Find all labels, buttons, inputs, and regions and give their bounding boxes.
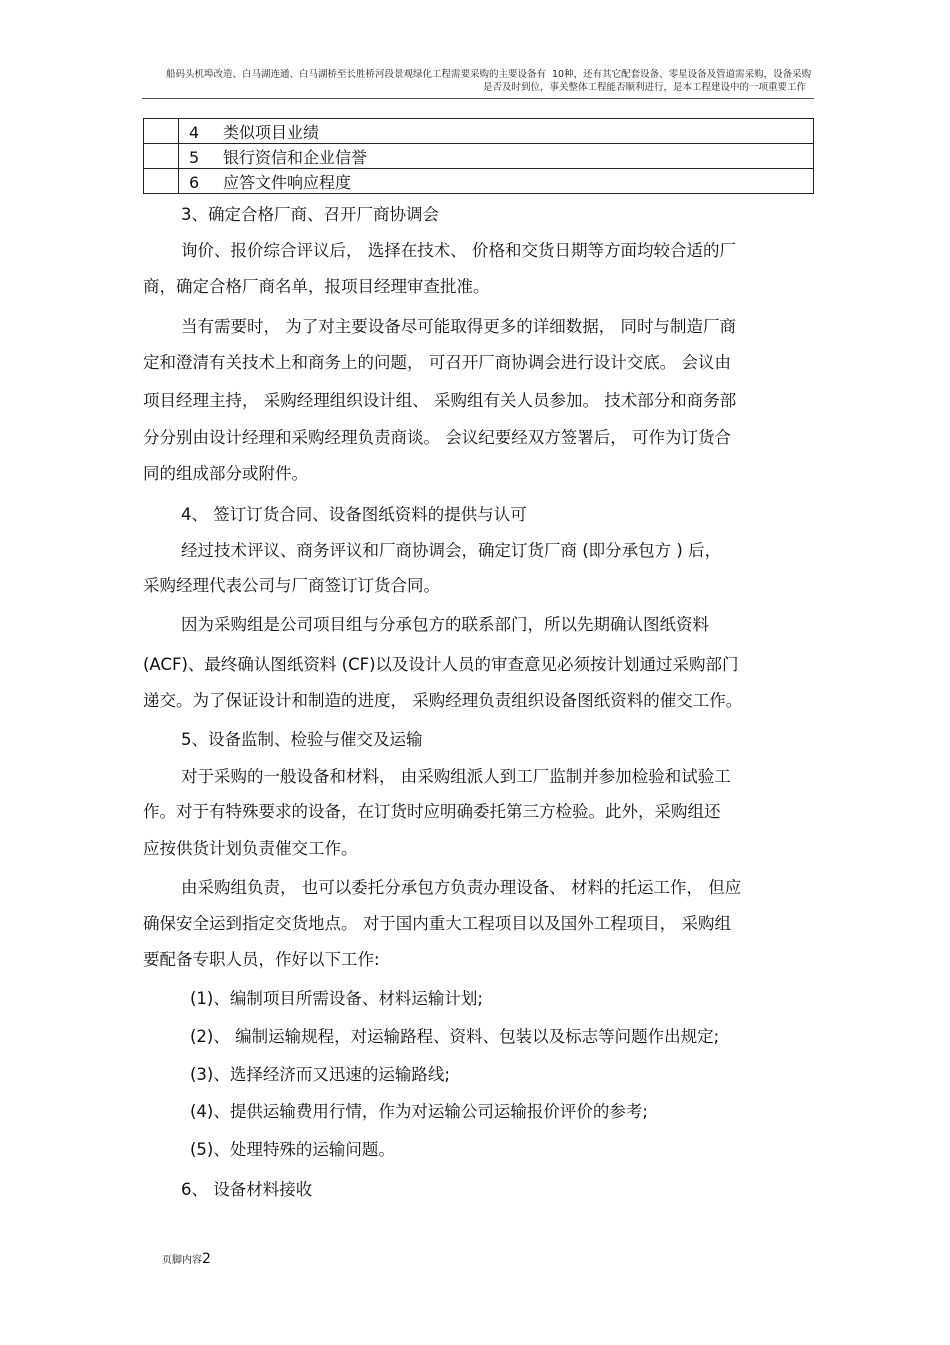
- section-heading-4: 4、 签订订货合同、设备图纸资料的提供与认可: [181, 505, 527, 524]
- header-line-1b: 10种，还有其它配套设备、零星设备及管道需采购，设备采购: [552, 69, 812, 80]
- row-text: 应答文件响应程度: [223, 172, 352, 192]
- list-item: (1)、编制项目所需设备、材料运输计划;: [190, 989, 483, 1008]
- paragraph-line: 递交。为了保证设计和制造的进度， 采购经理负责组织设备图纸资料的催交工作。: [143, 691, 743, 710]
- paragraph-line: 因为采购组是公司项目组与分承包方的联系部门，所以先期确认图纸资料: [181, 615, 709, 634]
- paragraph-line: 同的组成部分或附件。: [143, 464, 308, 483]
- table-row: [144, 144, 814, 169]
- table-cell-empty: [144, 169, 179, 194]
- paragraph-line: 定和澄清有关技术上和商务上的问题， 可召开厂商协调会进行设计交底。 会议由: [143, 353, 731, 372]
- paragraph-line: 商，确定合格厂商名单，报项目经理审查批准。: [143, 277, 490, 296]
- section-heading-6: 6、 设备材料接收: [181, 1180, 313, 1199]
- list-item: (3)、选择经济而又迅速的运输路线;: [190, 1065, 450, 1084]
- section-heading-3: 3、确定合格厂商、召开厂商协调会: [181, 205, 439, 224]
- paragraph-line: 应按供货计划负责催交工作。: [143, 839, 358, 858]
- evaluation-criteria-table: [143, 118, 814, 194]
- row-text: 类似项目业绩: [223, 122, 320, 142]
- paragraph-line: 采购经理代表公司与厂商签订订货合同。: [143, 576, 440, 595]
- row-text: 银行资信和企业信誉: [223, 147, 368, 167]
- header-line-2: 是否及时到位，事关整体工程能否顺利进行，是本工程建设中的一项重要工作: [482, 82, 806, 93]
- footer-label: 页脚内容: [162, 1255, 202, 1266]
- table-row: [144, 169, 814, 194]
- table-row: [144, 119, 814, 144]
- table-cell-empty: [144, 144, 179, 169]
- paragraph-line: 由采购组负责， 也可以委托分承包方负责办理设备、 材料的托运工作， 但应: [181, 878, 742, 897]
- paragraph-line: 项目经理主持， 采购经理组织设计组、 采购组有关人员参加。 技术部分和商务部: [143, 391, 737, 410]
- paragraph-line: 询价、报价综合评议后， 选择在技术、 价格和交货日期等方面均较合适的厂: [181, 241, 736, 260]
- paragraph-line: 当有需要时， 为了对主要设备尽可能取得更多的详细数据， 同时与制造厂商: [181, 317, 736, 336]
- list-item: (4)、提供运输费用行情，作为对运输公司运输报价评价的参考;: [190, 1102, 648, 1121]
- section-heading-5: 5、设备监制、检验与催交及运输: [181, 730, 423, 749]
- page-number: 2: [202, 1251, 211, 1267]
- row-number: 5: [189, 147, 200, 167]
- row-number: 4: [189, 122, 200, 142]
- list-item: (5)、处理特殊的运输问题。: [190, 1140, 395, 1159]
- paragraph-line: 确保安全运到指定交货地点。 对于国内重大工程项目以及国外工程项目， 采购组: [143, 914, 731, 933]
- paragraph-line: 分分别由设计经理和采购经理负责商谈。 会议纪要经双方签署后， 可作为订货合: [143, 428, 731, 447]
- table-cell: [179, 144, 814, 169]
- paragraph-line: 对于采购的一般设备和材料， 由采购组派人到工厂监制并参加检验和试验工: [181, 767, 731, 786]
- table-cell-empty: [144, 119, 179, 144]
- page-header: [142, 66, 814, 99]
- row-number: 6: [189, 172, 200, 192]
- header-line-1a: 船码头机埠改造、白马湖连通、白马湖桥至长胜桥河段景观绿化工程需要采购的主要设备有: [166, 69, 547, 80]
- paragraph-line: (ACF)、最终确认图纸资料 (CF)以及设计人员的审查意见必须按计划通过采购部门: [143, 655, 739, 674]
- paragraph-line: 作。对于有特殊要求的设备，在订货时应明确委托第三方检验。此外，采购组还: [143, 802, 721, 821]
- table-cell: [179, 119, 814, 144]
- paragraph-line: 经过技术评议、商务评议和厂商协调会，确定订货厂商 (即分承包方 ) 后，: [181, 541, 722, 560]
- paragraph-line: 要配备专职人员，作好以下工作:: [143, 950, 380, 969]
- page-footer: [162, 1251, 211, 1267]
- table-cell: [179, 169, 814, 194]
- list-item: (2)、 编制运输规程，对运输路程、资料、包装以及标志等问题作出规定;: [190, 1027, 720, 1046]
